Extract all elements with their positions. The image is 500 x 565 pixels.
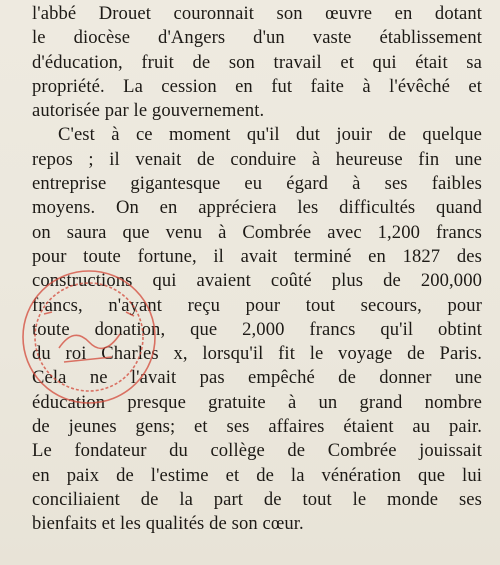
paragraph-2 [32,123,482,536]
text-line: constructions qui avaient coûté plus de 200,000 [32,270,482,292]
text-line: bienfaits et les qualités de son cœur. [32,513,304,535]
page-text [32,2,482,537]
text-line: entreprise gigantesque eu égard à ses faibles [32,173,482,195]
text-line: C'est à ce moment qu'il dut jouir de quelque [58,124,482,146]
text-line: Cela ne l'avait pas empêché de donner une [32,367,482,389]
text-line: moyens. On en appréciera les difficultés quand [32,197,482,219]
text-line: l'abbé Drouet couronnait son œuvre en dotant [32,3,482,24]
text-line: pour toute fortune, il avait terminé en 1827 des [32,245,482,267]
text-line: Le fondateur du collège de Combrée jouissait [32,440,482,462]
text-line: repos ; il venait de conduire à heureuse fin une [32,148,482,170]
text-line: d'éducation, fruit de son travail et qui était sa [32,51,482,73]
text-line: le diocèse d'Angers d'un vaste établissement [32,27,482,49]
text-line: en paix de l'estime et de la vénération que lui [32,464,482,486]
text-line: éducation presque gratuite à un grand nombre [32,391,482,413]
text-line: autorisée par le gouvernement. [32,100,265,122]
text-line: conciliaient de la part de tout le monde ses [32,488,482,510]
text-line: propriété. La cession en fut faite à l'évêché et [32,75,482,97]
text-line: du roi Charles x, lorsqu'il fit le voyage de Paris. [32,343,482,365]
text-line: toute donation, que 2,000 francs qu'il obtint [32,318,482,340]
text-line: francs, n'ayant reçu pour tout secours, pour [32,294,482,316]
text-line: on saura que venu à Combrée avec 1,200 francs [32,221,482,243]
paragraph-1 [32,2,482,123]
text-line: de jeunes gens; et ses affaires étaient au pair. [32,416,482,438]
